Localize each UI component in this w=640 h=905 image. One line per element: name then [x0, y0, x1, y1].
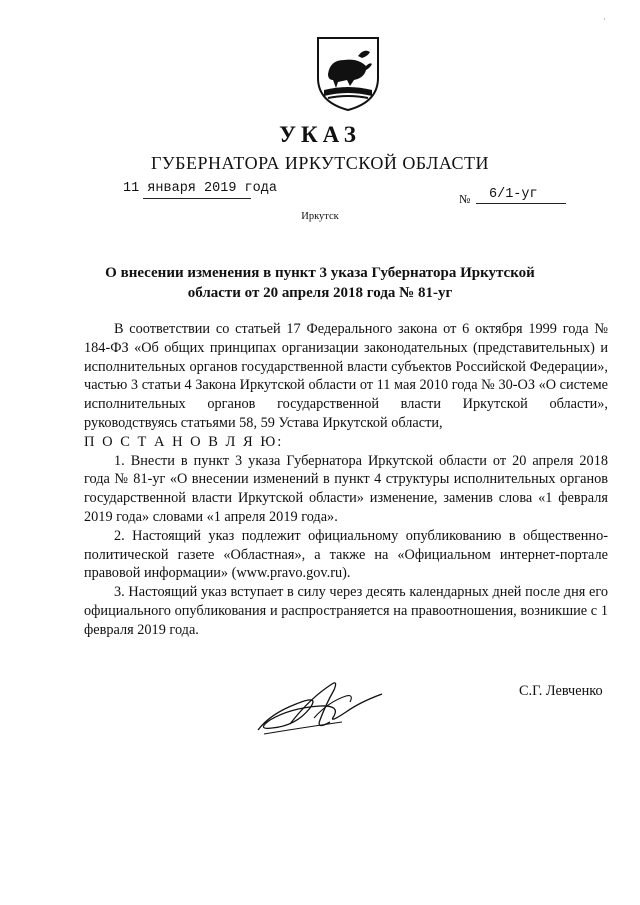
number-sign: №	[459, 192, 471, 206]
decree-subject: О внесении изменения в пункт 3 указа Губернатора Иркутской области от 20 апреля 2018 года № 81-уг	[105, 265, 535, 301]
item-3: 3. Настоящий указ вступает в силу через десять календарных дней после дня его официального опубликования и распространяется на правоотношения, возникшие с 1 февраля 2019 года.	[84, 584, 608, 638]
item-2: 2. Настоящий указ подлежит официальному опубликованию в общественно-политической газете «Областная», а также на «Официальном интернет-портале правовой информации» (www.pravo.gov.ru).	[84, 527, 608, 582]
scan-dot: ·	[603, 14, 606, 24]
handwritten-signature-icon	[250, 678, 390, 738]
decree-body	[84, 320, 608, 640]
signer-name: С.Г. Левченко	[519, 683, 603, 699]
city-name: Иркутск	[301, 211, 339, 222]
decree-title: УКАЗ	[279, 122, 361, 147]
decree-number: 6/1-уг	[489, 187, 538, 202]
number-underline	[476, 203, 566, 204]
preamble: В соответствии со статьей 17 Федерального закона от 6 октября 1999 года № 184-ФЗ «Об общих принципах организации законодательных (представительных) и исполнительных органов государственной власти субъектов Российской Федерации», частью 3 статьи 4 Закона Иркутской области от 11 мая 2010 года № 30-ОЗ «О системе исполнительных органов государственной власти Иркутской области», руководствуясь статьями 58, 59 Устава Иркутской области,	[84, 321, 608, 431]
decree-date: 11 января 2019 года	[123, 181, 277, 196]
item-1: 1. Внести в пункт 3 указа Губернатора Иркутской области от 20 апреля 2018 года № 81-уг «О внесении изменений в пункт 4 структуры исполнительных органов государственной власти Иркутской области» изменение, заменив слова «1 февраля 2019 года» словами «1 апреля 2019 года».	[84, 452, 608, 525]
date-underline	[143, 198, 251, 199]
decree-word: П О С Т А Н О В Л Я Ю:	[84, 433, 284, 450]
coat-of-arms-icon	[314, 34, 382, 112]
issuer-name: ГУБЕРНАТОРА ИРКУТСКОЙ ОБЛАСТИ	[150, 153, 490, 173]
